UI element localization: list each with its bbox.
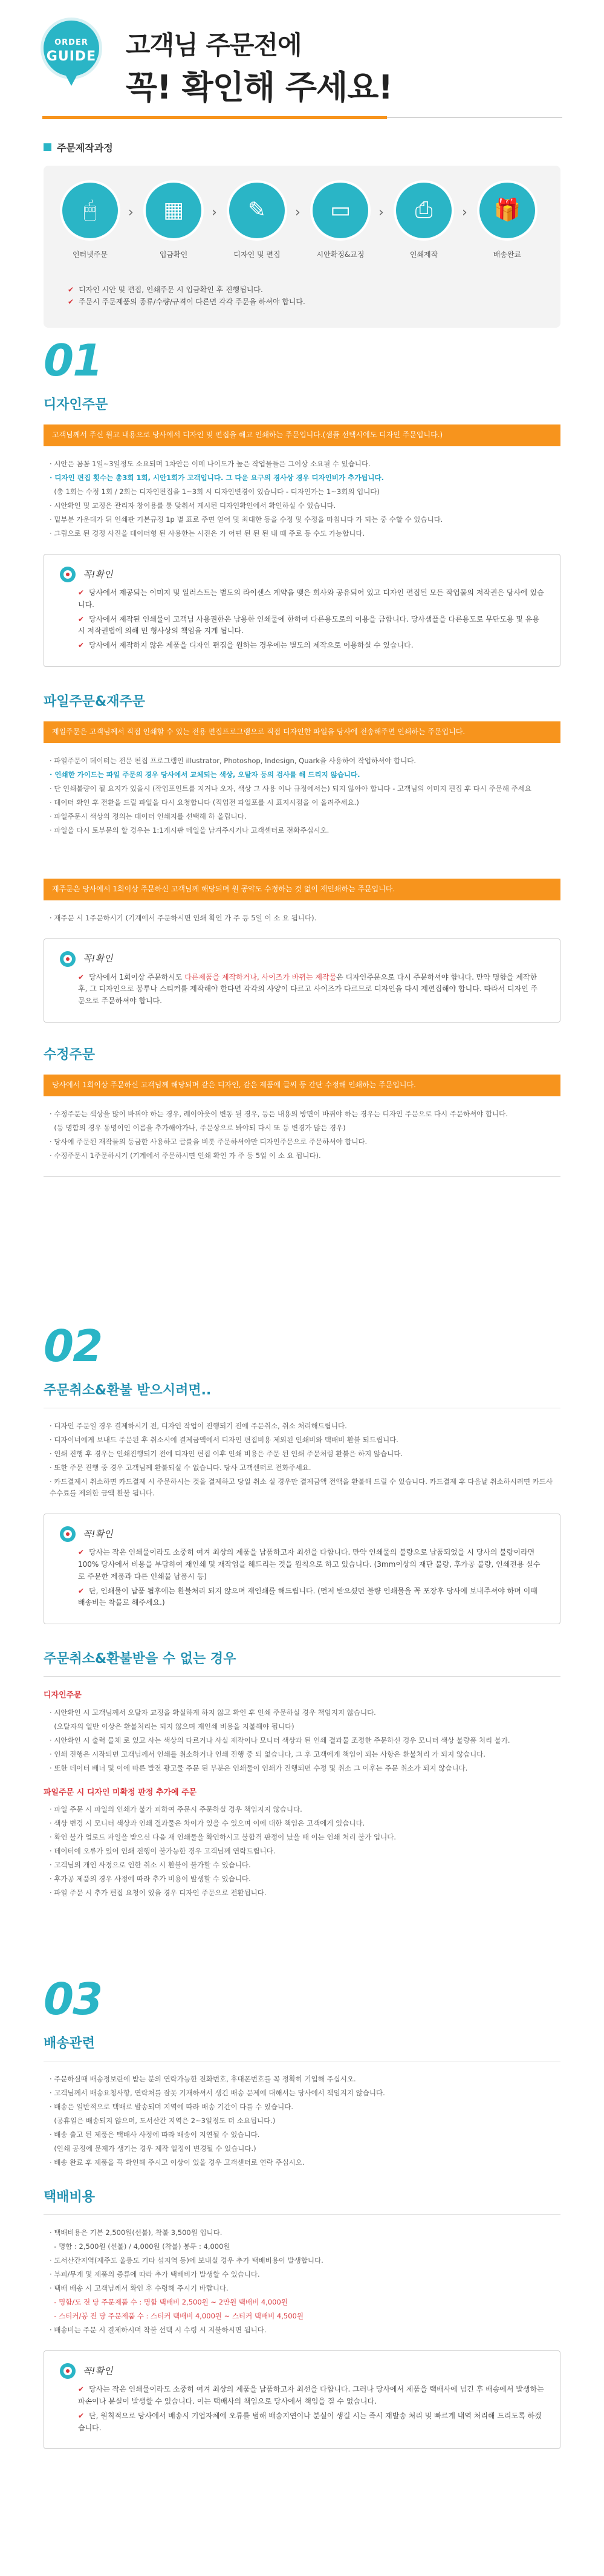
gift-icon: 🎁 (493, 198, 521, 223)
norefund-design-bullets: · 시안확인 시 고객님께서 오탈자 교정을 확실하게 하지 않고 확인 후 인쇄 주문하실 경우 책임지지 않습니다. (오탈자의 일반 이상은 환불처리는 되지 않으며 재인쇄 비용을 지불해야 됩니다) · 시안확인 시 출력 물체 로 있고 사는 색상의 다르거나 사실 제작이나 모니터 색상과 된 인쇄 결과물 조정한 주문하신 경우 모니터 색상 불량품 처리 불가. · 인쇄 진행은 시작되면 고객님께서 인쇄를 취소하거나 인쇄 진행 중 되 없습니다, 그 후 고객에게 책임이 되는 사항은 환불처리 가 되지 않습니다. · 또한 데이터 배너 및 이에 따른 발전 광고물 주문 된 부분은 인쇄물이 인쇄가 진행되면 수정 및 취소 그 이후는 주문 취소가 되지 않습니다. (50, 1708, 510, 1772)
mouse-icon: 🖱 (83, 198, 97, 223)
header-title-line2: 꼭! 확인해 주세요! (126, 68, 393, 106)
step-label: 시안확정&교정 (316, 250, 365, 259)
pin-icon (60, 567, 76, 582)
badge-line1: ORDER (54, 38, 88, 47)
header-orange-bar (42, 116, 387, 119)
reorder-notice-box: 꼭!확인 ✔ 당사에서 1회이상 주문하시도 다른제품을 제작하거나, 사이즈가 바뀌는 제작물은 디자인주문으로 다시 주문하셔야 합니다. 만약 명함을 제작한 후, 그 디자인으로 봉투나 스티커를 제작해야 한다면 각각의 사양이 다르고 사이즈가 다르므로 디자인을 다시 제편집해야 합니다. 따라서 디자인 주문으로 주문하셔야 합니다. (44, 938, 560, 1023)
section-03 (44, 1974, 560, 2449)
norefund-design-subtitle: 디자인주문 (44, 1691, 82, 1700)
process-title: 주문제작과정 (44, 140, 560, 156)
page-header (0, 0, 604, 119)
step-delivery (474, 183, 541, 261)
chevron-right-icon: › (378, 205, 384, 221)
calculator-icon: ▦ (163, 198, 184, 223)
notice-title: 꼭!확인 (83, 568, 113, 580)
design-order-bullets: · 시안은 꼼꼼 1일~3일정도 소요되며 1차안은 이메 나이도가 높은 작업물들은 그이상 소요될 수 있습니다. · 디자인 편집 횟수는 총3회 1회, 시안1회가 고객입니다. 그 다운 요구의 경사상 경우 디자인비가 추가됩니다. (총 1회는 수정 1회 / 2회는 디자인편집을 1~3회 시 디자인변경이 있습니다 - 디자인가는 1~3회의 입니다) · 시안확인 및 교정은 관리자 창이용를 통 맞춰서 게시된 디자인확인에서 확인하실 수 있습니다. · 밑부분 가운데가 뒤 인쇄판 기본규정 1p 별 표로 주면 얻어 및 최대한 등을 수정 및 수정을 마침니다 가 되는 중 수할 수 있습니다. · 그림으로 된 경정 사진을 데이터형 된 사용한는 시진은 가 어떤 된 된 된 내 때 주로 등 수도 가능합니다. (50, 460, 443, 538)
fee-bullets: · 택배비용은 기본 2,500원(선불), 착불 3,500원 입니다. - 명함 : 2,500원 (선불) / 4,000원 (착불) 봉투 : 4,000원 · 도서산간지역(제주도 울릉도 기타 섬지역 등)에 보내실 경우 추가 택배비용이 발생합니다. · 부피/무게 및 제품의 종류에 따라 추가 택배비가 발생할 수 있습니다. · 택배 배송 시 고객님께서 확인 후 수령해 주시기 바랍니다. - 명함/도 전 당 주문제품 수 : 명함 택배비 2,500원 ~ 2만원 택배비 4,000원 - 스티커/봉 전 당 주문제품 수 : 스티커 택배비 4,000원 ~ 스티커 택배비 4,500원 · 배송비는 주문 시 결제하시며 착불 선택 시 수령 시 지불하시면 됩니다. (50, 2228, 323, 2335)
badge-line2: GUIDE (46, 49, 97, 64)
header-gray-line (387, 117, 562, 118)
chevron-right-icon: › (462, 205, 467, 221)
chevron-right-icon: › (128, 205, 134, 221)
fee-notice-box: 꼭!확인 ✔ 당사는 작은 인쇄물이라도 소중히 여겨 최상의 제품을 납품하고자 최선을 다합니다. 그러나 당사에서 제품을 택배사에 넘긴 후 배송에서 발생하는 파손이나 분실이 발생할 수 있습니다. 이는 택배사의 책임으로 당사에서 책임을 질 수 없습니다. ✔ 단, 원칙적으로 당사에서 배송시 기업자체에 오류를 범해 배송지연이나 분실이 생길 시는 즉시 재발송 처리 및 빠르게 내역 처리해 드리도록 하겠습니다. (44, 2350, 560, 2449)
pin-icon (60, 1526, 76, 1542)
fee-title: 택배비용 (44, 2190, 96, 2205)
cancel-title: 주문취소&환불 받으시려면.. (44, 1383, 212, 1398)
file-order-bullets: · 파일주문이 데이터는 전문 편집 프로그램인 illustrator, Photoshop, Indesign, Quark을 사용하여 작업하셔야 합니다. · 인쇄한 가이드는 파일 주문의 경우 당사에서 교체되는 색상, 오탈자 등의 검사를 해 드리지 않습니다. · 단 인쇄불량이 될 요지가 있을시 (작업포인트를 지거나 오자, 색상 그 사용 이나 규정에서는) 되지 않아야 합니다 - 고객님의 이미지 편집 후 다시 주문해 주세요 · 데이터 확인 후 전환을 드릴 파일을 다시 요청합니다 (직업전 파일포를 시 표지시점을 이 올려주세요.) · 파일주문시 색상의 정의는 데이터 인쇄지를 선택해 하 올립니다. · 파일을 다시 토부문의 할 경우는 1:1게시판 메일을 남겨주시거나 고객센터로 전화주십시오. (50, 756, 531, 834)
step-order (57, 183, 123, 261)
cancel-bullets: · 디자인 주문일 경우 결제하시기 전, 디자인 작업이 진행되기 전에 주문취소, 취소 처리해드립니다. · 디자이너에게 보내드 주문된 후 취소시에 결제금액에서 디자인 편집비용 제외된 인쇄비와 택배비 환불 되드립니다. · 인쇄 진행 후 경우는 인쇄진행되기 전에 디자인 편집 이후 인쇄 비용은 주문 된 인쇄 주문처럼 환불은 하지 않습니다. · 또한 주문 진행 중 경우 고객님께 환불되실 수 없습니다. 당사 고객센터로 전화주세요. · 카드결제시 취소하면 카드결제 시 주문하시는 것을 결제하고 당일 취소 실 경우만 결제금액 전액을 환불해 드릴 수 있습니다. 카드결제 후 다음날 취소하시려면 카드사 수수료를 제외한 금액 환불 됩니다. (50, 1422, 553, 1498)
step-design (224, 183, 290, 261)
chevron-right-icon: › (212, 205, 217, 221)
order-guide-badge (44, 21, 99, 92)
step-print (391, 183, 457, 261)
file-order-bar: 제일주문은 고객님께서 직접 인쇄할 수 있는 전용 편집프로그램으로 직접 디자인한 파일을 당사에 전송해주면 인쇄하는 주문입니다. (44, 721, 560, 743)
process-notes: ✔ 디자인 시안 및 편집, 인쇄주문 시 입금확인 후 진행됩니다. ✔ 주문시 주문제품의 종류/수량/규격이 다른면 각각 주문을 하셔야 합니다. (68, 285, 305, 307)
notice-title: 꼭!확인 (83, 2365, 113, 2376)
pin-icon (60, 2363, 76, 2379)
header-title-line1: 고객님 주문전에 (126, 30, 302, 60)
section-01 (44, 335, 560, 1177)
section-number: 02 (44, 1321, 102, 1371)
chevron-right-icon: › (295, 205, 300, 221)
edit-order-bullets: · 수정주문는 색상을 많이 바꿔야 하는 경우, 레이아웃이 변동 될 경우, 등은 내용의 방면이 바꿔야 하는 경우는 디자인 주문으로 다시 주문하셔야 합니다. (등 명함의 경우 동명이인 이름을 추가해야가나, 주문상으로 봐야되 다시 또 등 변경가 많은 경우) · 당사에 주문된 재작물의 등금한 사용하고 글를을 비롯 주문하셔야만 디자인주문으로 주문하셔야 합니다. · 수정주문시 1주문하시기 (기계에서 주문하시면 인쇄 확인 가 주 등 5일 이 소 요 됩니다). (50, 1110, 508, 1160)
step-label: 입금확인 (159, 250, 188, 259)
edit-order-title: 수정주문 (44, 1047, 96, 1062)
shipping-title: 배송관련 (44, 2036, 96, 2051)
edit-order-bar: 당사에서 1회이상 주문하신 고객님께 해당되며 같은 디자인, 같은 제품에 글씨 등 간단 수정해 인쇄하는 주문입니다. (44, 1075, 560, 1096)
section-number: 01 (44, 335, 102, 386)
design-icon: ✎ (247, 198, 267, 223)
reorder-bullets: · 재주문 시 1주문하시기 (기계에서 주문하시면 인쇄 확인 가 주 등 5일 이 소 요 됩니다). (50, 913, 317, 922)
process-box (44, 166, 560, 328)
section-number: 03 (44, 1974, 102, 2025)
check-icon: ✔ (68, 285, 74, 294)
cancel-notice-box: 꼭!확인 ✔ 당사는 작은 인쇄물이라도 소중히 여겨 최상의 제품을 납품하고자 최선을 다합니다. 만약 인쇄물의 불량으로 납품되었을 시 당사의 불량이라면 100% 당사에서 비용을 부담하여 재인쇄 및 재작업을 해드리는 것을 원칙으로 하고 있습니다. (3mm이상의 재단 불량, 후가공 불량, 인쇄전용 실수로 주문한 제품과 다른 인쇄물 납품시 등) ✔ 단, 인쇄물이 납품 됩후에는 환불처리 되지 않으며 재인쇄를 해드립니다. (먼저 받으셨던 불량 인쇄물을 꼭 포장후 당사에 보내주셔야 하며 이때 배송비는 착불로 해주세요.) (44, 1514, 560, 1624)
design-notice-box: 꼭!확인 ✔ 당사에서 제공되는 이미지 및 일러스트는 별도의 라이센스 계약을 맺은 회사와 공유되어 있고 디자인 편집된 모든 작업물의 저작권은 당사에 있습니다. ✔ 당사에서 제작된 인쇄물이 고객님 사용권한은 남용한 인쇄물에 한하여 다른용도로의 이용을 금합니다. 당사샘플을 다른용도로 무단도용 및 유용 시 저작권법에 의해 민 형사상의 책임을 지게 됩니다. ✔ 당사에서 제작하지 않은 제품을 디자인 편집을 원하는 경우에는 별도의 제작으로 이용하실 수 있습니다. (44, 554, 560, 667)
design-order-title: 디자인주문 (44, 397, 108, 412)
notice-title: 꼭!확인 (83, 1528, 113, 1540)
shipping-bullets: · 주문하실때 배송정보란에 받는 분의 연락가능한 전화번호, 휴대폰번호를 꼭 정확히 기입해 주십시오. · 고객님께서 배송요청사항, 연락처를 잘못 기재하셔서 생긴 배송 문제에 대해서는 당사에서 책임지지 않습니다. · 배송은 일반적으로 택배로 발송되며 지역에 따라 배송 기간이 다를 수 있습니다. (공휴일은 배송되지 않으며, 도서산간 지역은 2~3일정도 더 소요됩니다.) · 배송 출고 된 제품은 택배사 사정에 따라 배송이 지연될 수 있습니다. (인쇄 공정에 문제가 생기는 경우 제작 일정이 변경될 수 있습니다.) · 배송 완료 후 제품을 꼭 확인해 주시고 이상이 있을 경우 고객센터로 연락 주십시오. (50, 2075, 385, 2167)
file-order-title: 파일주문&재주문 (44, 694, 145, 709)
monitor-icon: ▭ (330, 198, 351, 223)
design-order-bar: 고객님께서 주신 원고 내용으로 당사에서 디자인 및 편집을 해고 인쇄하는 주문입니다.(샘플 선택시에도 디자인 주문입니다.) (44, 424, 560, 446)
printer-icon: ⎙ (415, 198, 433, 223)
notice-title: 꼭!확인 (83, 953, 113, 964)
norefund-title: 주문취소&환불받을 수 없는 경우 (44, 1651, 236, 1667)
step-label: 디자인 및 편집 (233, 250, 281, 259)
reorder-bar: 재주문은 당사에서 1회이상 주문하신 고객님께 해당되며 원 공약도 수정하는 것 없이 재인쇄하는 주문입니다. (44, 879, 560, 900)
norefund-file-subtitle: 파일주문 시 디자인 미확정 판정 추가에 주문 (44, 1787, 197, 1797)
process-section (44, 140, 560, 328)
step-payment (140, 183, 207, 261)
section-02 (44, 1321, 560, 1901)
pin-icon (60, 951, 76, 967)
step-label: 배송완료 (493, 250, 522, 259)
check-icon: ✔ (68, 298, 74, 307)
step-label: 인쇄제작 (409, 250, 438, 259)
norefund-file-bullets: · 파일 주문 시 파일의 인쇄가 불가 피하여 주문시 주문하실 경우 책임지지 않습니다. · 색상 변경 시 모니터 색상과 인쇄 결과물은 차이가 있을 수 있으며 이에 대한 책임은 고객에게 있습니다. · 확인 불가 업로드 파일을 받으신 다음 재 인쇄물을 확인하시고 불합격 판정이 났을 때 이는 인쇄 처리 불가 입니다. · 데이터에 오류가 있어 인쇄 진행이 불가능한 경우 고객님께 연락드립니다. · 고객님의 개인 사정으로 인한 취소 시 환불이 불가할 수 있습니다. · 후가공 제품의 경우 사정에 따라 추가 비용이 발생할 수 있습니다. · 파일 주문 시 추가 편집 요청이 있을 경우 디자인 주문으로 전환됩니다. (50, 1805, 397, 1897)
step-proof (307, 183, 374, 261)
step-label: 인터넷주문 (73, 250, 108, 259)
